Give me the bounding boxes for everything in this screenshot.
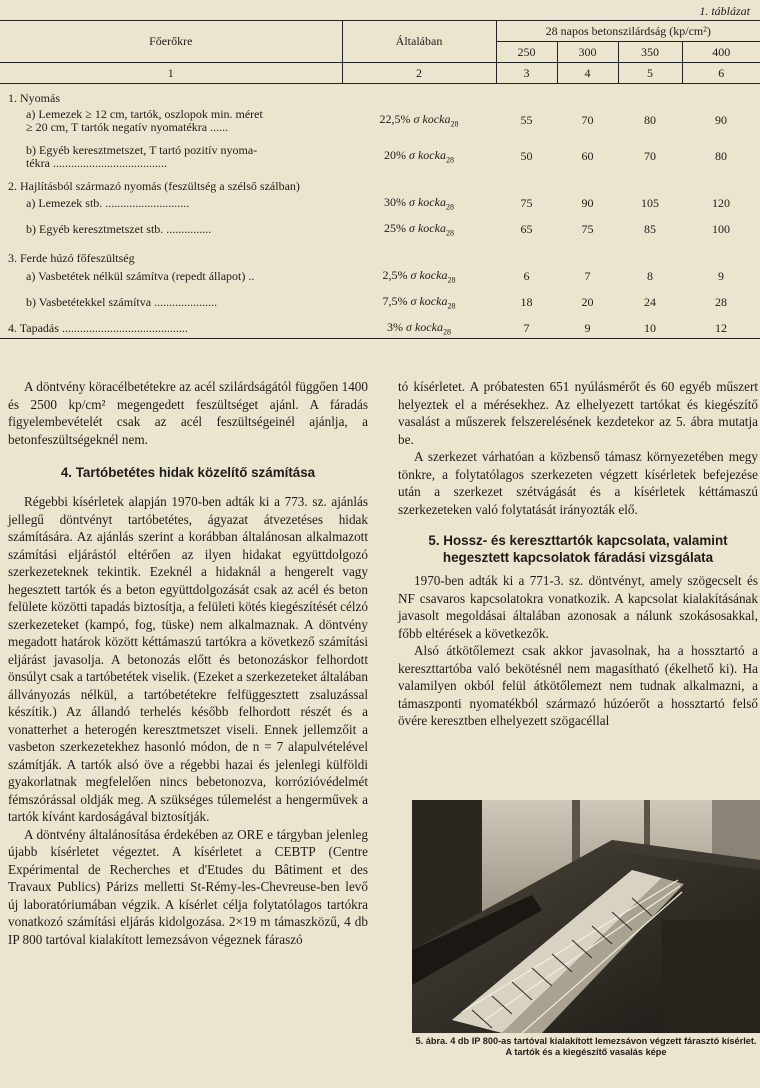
value-cell: 100	[712, 222, 730, 236]
value-cell: 6	[523, 269, 530, 283]
paragraph: Alsó átkötőlemezt csak akkor javasolnak, ha a hossztartó a kereszttartóba való bekötésnél nem magasítható (ékelhető ki). Ha valamilyen okból felül átkötőlemezt nem tudnak alkalmazni, a támaszponti nyomatékból származó húzóerőt a hossztartó felső övére keresztben elhelyezett szögacéllal	[398, 643, 758, 728]
header-altalaban: Általában	[342, 21, 496, 63]
column-number: 4	[557, 63, 618, 84]
column-number: 2	[342, 63, 496, 84]
general-pct: 20%	[384, 148, 407, 163]
general-sym: σ kocka	[409, 221, 446, 236]
left-column	[8, 378, 368, 948]
general-pct: 7,5%	[382, 294, 408, 309]
value-cell: 7	[496, 319, 557, 339]
paragraph: A szerkezet várhatóan a közbenső támasz környezetében megy tönkre, a folytatólagos szerkezeten végzett kísérletek befejezése után a szerkezet szétvágását és a kísérletek kéttámaszú szerkezeteken való folytatását irányozták elő.	[398, 449, 758, 517]
general-pct: 2,5%	[382, 268, 408, 283]
value-cell: 55	[520, 113, 533, 127]
row-label: b) Egyéb keresztmetszet stb. ...............	[26, 222, 212, 236]
value-cell: 9	[557, 319, 618, 339]
table-body	[0, 84, 760, 339]
general-sym: σ kocka	[410, 268, 448, 283]
section-heading-4: 4. Tartóbetétes hidak közelítő számítása	[60, 465, 316, 480]
general-sub: 28	[445, 202, 454, 212]
general-sym: σ kocka	[409, 148, 446, 163]
general-value	[342, 319, 496, 339]
general-value	[342, 107, 496, 135]
row-label-line: tékra ......................................	[26, 155, 167, 170]
section-heading-5: 5. Hossz- és kereszttartók kapcsolata, valamint hegesztett kapcsolatok fáradási vizsgálata	[428, 533, 728, 565]
row-label-line: b) Egyéb keresztmetszet, T tartó pozitív nyoma-	[26, 142, 258, 157]
value-cell: 8	[647, 269, 653, 283]
value-cell: 70	[644, 149, 656, 163]
general-pct: 25%	[384, 221, 407, 236]
row-label: b) Vasbetétekkel számítva .....................	[26, 295, 218, 309]
header-strength: 300	[557, 42, 618, 63]
paragraph: tó kísérletet. A próbatesten 651 nyúlásmérőt és 60 egyéb műszert helyeztek el a mérésekhez. Az elhelyezett tartókat és kiegészítő vasalást a műszerek felszerelésének kezdetekor az 5. ábra mutatja be.	[398, 379, 758, 447]
paragraph: A döntvény köracélbetétekre az acél szilárdságától függően 1400 és 2500 kp/cm² megengedett feszültséget ajánl. A fáradás figyelembevételét csak az acél feszültségeinél ajánlja, a betonfeszültségeknél nem.	[8, 379, 368, 447]
header-foerokre: Főerőkre	[0, 21, 342, 63]
right-column	[398, 378, 758, 730]
general-value	[342, 220, 496, 240]
row-label-line: a) Lemezek ≥ 12 cm, tartók, oszlopok min. méret	[26, 106, 263, 121]
value-cell: 20	[581, 295, 594, 309]
value-cell: 7	[584, 269, 591, 283]
section-title: 3. Ferde húzó főfeszültség	[8, 250, 135, 265]
value-cell: 80	[715, 149, 727, 163]
value-cell: 85	[644, 222, 656, 236]
column-number: 6	[682, 63, 760, 84]
header-strength: 250	[496, 42, 557, 63]
value-cell: 90	[715, 113, 727, 127]
table-header	[0, 21, 760, 84]
paragraph: Régebbi kísérletek alapján 1970-ben adták ki a 773. sz. ajánlás jellegű döntvényt tartóbetétes, ágyazat átvezetéses hidak számítására. Az ajánlás szerint a korábban általánosan alkalmazott számítási eljárástól eltérően az ilyen hidakat együttdolgozó szerkezeteknek tekintik. Ezeknél a hidaknál a hengerelt vagy hegesztett tartók és a beton együttdolgozását csak az acél és beton felülete közötti tapadás biztosítja, a felületi kötés kiegészítését célzó szerkezeteket (kampó, fog, tüske) nem alkalmaznak. A döntvény megadott határok között kéttámaszú tartókra a következő számítási eljárást javasolja. A betonozás előtt és betonozáskor felhordott önsúlyt csak a tartóbetétek viselik. (Ezeket a szerkezeteket általában állványozás nélkül, a tartóbetétekre felfüggesztett zsaluzással készítik.) Az állandó terhelés később felhordott részét és a vonatterhet a heterogén keresztmetszet viseli. Ennek jellemzőit a vasbeton szerkezetekhez hasonló módon, de n = 7 alapulvételével számítják. A tartók alsó öve a régebbi hazai és jelenlegi külföldi gyakorlatnak megfelelően nincs bebetonozva, korrózióvédelmét fémszórással oldják meg. A szükséges túlemelést a hengerművek a tartók kívánt kardoságával biztosítják.	[8, 494, 368, 824]
column-number: 1	[0, 63, 342, 84]
header-strength: 350	[618, 42, 682, 63]
value-cell: 24	[644, 295, 656, 309]
general-sub: 28	[442, 327, 451, 337]
row-label-line: ≥ 20 cm, T tartók negatív nyomatékra ......	[26, 119, 229, 134]
general-value	[342, 143, 496, 171]
value-cell: 10	[618, 319, 682, 339]
general-sub: 28	[447, 301, 456, 311]
test-rig-photo	[412, 800, 760, 1033]
general-sub: 28	[445, 228, 454, 238]
row-label: 4. Tapadás ..........................................	[0, 319, 342, 339]
row-label	[0, 107, 342, 135]
value-cell: 75	[520, 196, 533, 210]
value-cell: 120	[712, 196, 730, 210]
general-sym: σ kocka	[406, 320, 443, 335]
general-value	[342, 293, 496, 313]
paragraph: 1970-ben adták ki a 771-3. sz. döntvényt, amely szögecselt és NF csavaros kapcsolatokra vonatkozik. A kapcsolat kialakításának javasolt megoldásai általában azonosak a nálunk szokásosakkal, főbb eltérések a következők.	[398, 573, 758, 641]
header-strength-label: 28 napos betonszilárdság (kp/cm²)	[496, 21, 760, 42]
general-sym: σ kocka	[410, 294, 448, 309]
value-cell: 28	[715, 295, 727, 309]
general-pct: 30%	[384, 195, 407, 210]
value-cell: 105	[641, 196, 659, 210]
general-sub: 28	[450, 119, 459, 129]
general-value	[342, 267, 496, 287]
general-sub: 28	[447, 275, 456, 285]
row-label	[0, 143, 342, 171]
column-number: 3	[496, 63, 557, 84]
value-cell: 50	[520, 149, 533, 163]
row-label: a) Vasbetétek nélkül számítva (repedt állapot) ..	[26, 269, 255, 283]
value-cell: 90	[581, 196, 594, 210]
table-label: 1. táblázat	[699, 4, 750, 18]
paragraph: A döntvény általánosítása érdekében az ORE e tárgyban jelenleg újabb kísérletet végeztet. A kísérletet a CEBTP (Centre Expérimental de Recherches et d'Etudes du Bâtiment et des Travaux Publics) Párizs melletti St-Rémy-les-Chevreuse-ben levő új laboratóriumában végzik. A kísérlet célja folytatólagos tartókra vonatkozó számítási eljárás kidolgozása. 2×19 m támaszközű, 4 db IP 800 tartóval kialakított lemezsávon végeznek fáraszó	[8, 826, 368, 947]
value-cell: 70	[581, 113, 594, 127]
general-sym: σ kocka	[413, 112, 451, 127]
value-cell: 12	[682, 319, 760, 339]
section-title: 1. Nyomás	[8, 90, 60, 105]
section-title: 2. Hajlításból származó nyomás (feszültség a szélső szálban)	[8, 178, 300, 193]
value-cell: 18	[520, 295, 533, 309]
general-sub: 28	[445, 155, 454, 165]
figure-caption: 5. ábra. 4 db IP 800-as tartóval kialakított lemezsávon végzett fárasztó kísérlet. A tartók és a kiegészítő vasalás képe	[415, 1036, 757, 1057]
row-label: a) Lemezek stb. ............................	[26, 196, 190, 210]
stress-table	[0, 20, 760, 339]
value-cell: 60	[581, 149, 594, 163]
header-strength: 400	[682, 42, 760, 63]
value-cell: 80	[644, 113, 656, 127]
value-cell: 65	[520, 222, 533, 236]
column-number: 5	[618, 63, 682, 84]
value-cell: 9	[718, 269, 724, 283]
general-sym: σ kocka	[409, 195, 446, 210]
general-pct: 3%	[387, 320, 404, 335]
general-pct: 22,5%	[379, 112, 411, 127]
general-value	[342, 194, 496, 214]
value-cell: 75	[581, 222, 594, 236]
